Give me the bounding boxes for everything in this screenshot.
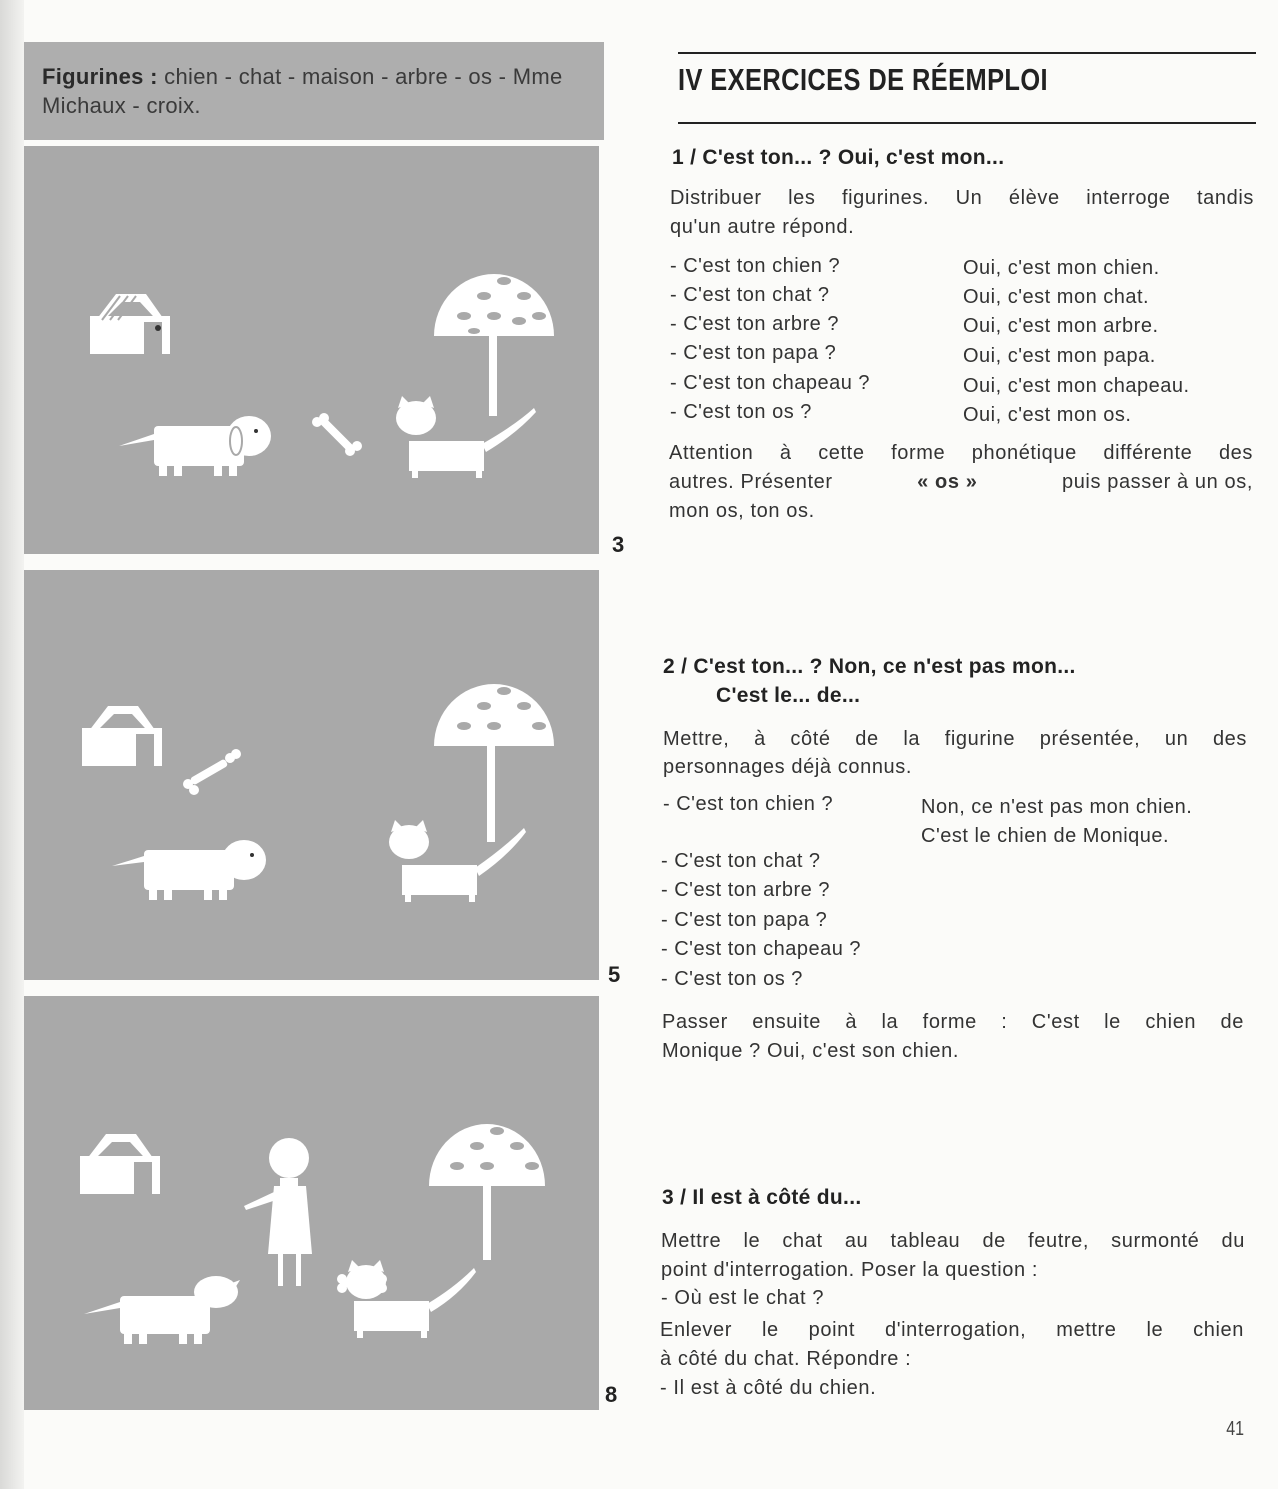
- figurines-items: chien - chat - maison - arbre - os - Mme Michaux - croix.: [42, 64, 563, 118]
- woman-icon: [244, 1138, 312, 1286]
- exercise-3-heading: 3 / Il est à côté du...: [662, 1186, 862, 1209]
- panel-number: 8: [605, 1382, 618, 1407]
- dog-icon: [84, 1276, 240, 1344]
- exercise-1-note-line-3: mon os, ton os.: [669, 500, 815, 522]
- page-number: 41: [1226, 1418, 1245, 1440]
- doghouse-icon: [80, 1134, 160, 1194]
- exercise-1-question: - C'est ton os ?: [670, 401, 812, 423]
- exercise-1-answer: Oui, c'est mon os.: [963, 404, 1132, 426]
- tree-icon: [429, 1124, 545, 1260]
- exercise-1-answer: Oui, c'est mon arbre.: [963, 315, 1159, 337]
- figurines-caption: [42, 62, 602, 120]
- exercise-2-answer: Non, ce n'est pas mon chien.: [921, 796, 1193, 818]
- panel-illustration: [24, 570, 599, 980]
- exercise-2-answer: C'est le chien de Monique.: [921, 825, 1170, 847]
- exercise-3-line-6: - Il est à côté du chien.: [660, 1377, 877, 1399]
- bone-icon: [312, 413, 362, 456]
- exercise-1-answer: Oui, c'est mon papa.: [963, 345, 1156, 367]
- exercise-3-line-3: - Où est le chat ?: [661, 1287, 825, 1309]
- exercise-2-heading-line-1: 2 / C'est ton... ? Non, ce n'est pas mon...: [663, 655, 1076, 678]
- cat-icon: [396, 396, 536, 478]
- dog-icon: [112, 840, 266, 900]
- title-bottom-rule: [678, 122, 1256, 124]
- panel-number: 5: [608, 962, 621, 987]
- exercise-1-question: - C'est ton chat ?: [670, 284, 830, 306]
- exercise-1-answer: Oui, c'est mon chat.: [963, 286, 1150, 308]
- section-title: IV EXERCICES DE RÉEMPLOI: [678, 62, 1049, 97]
- exercise-2-heading-line-2: C'est le... de...: [716, 684, 861, 707]
- note-text: autres. Présenter: [669, 471, 833, 493]
- illustration-panel-3: [24, 146, 599, 554]
- illustration-panel-8: [24, 996, 599, 1410]
- exercise-2-question: - C'est ton papa ?: [661, 909, 828, 931]
- panel-number: 3: [612, 532, 625, 557]
- tree-icon: [434, 274, 554, 416]
- exercise-3-line-2: point d'interrogation. Poser la question :: [661, 1259, 1039, 1281]
- bone-icon: [183, 749, 241, 795]
- cat-icon: [389, 820, 526, 902]
- exercise-2-question: - C'est ton chien ?: [663, 793, 834, 815]
- exercise-2-question: - C'est ton os ?: [661, 968, 803, 990]
- exercise-1-intro-line-2: qu'un autre répond.: [670, 216, 855, 238]
- exercise-2-note-line-1: Passer ensuite à la forme : C'est le chien de: [662, 1011, 1244, 1033]
- note-emphasis: « os »: [917, 471, 978, 493]
- exercise-1-intro-line-1: Distribuer les figurines. Un élève interroge tandis: [670, 187, 1254, 209]
- exercise-3-line-5: à côté du chat. Répondre :: [660, 1348, 912, 1370]
- exercise-1-note-line-2: [669, 468, 1253, 497]
- exercise-2-note-line-2: Monique ? Oui, c'est son chien.: [662, 1040, 960, 1062]
- doghouse-icon: [90, 294, 170, 354]
- panel-illustration: [24, 996, 599, 1410]
- exercise-1-answer: Oui, c'est mon chien.: [963, 257, 1160, 279]
- exercise-2-intro-line-2: personnages déjà connus.: [663, 756, 913, 778]
- exercise-2-question: - C'est ton chapeau ?: [661, 938, 861, 960]
- exercise-1-question: - C'est ton arbre ?: [670, 313, 839, 335]
- exercise-1-heading: 1 / C'est ton... ? Oui, c'est mon...: [672, 146, 1005, 169]
- exercise-1-question: - C'est ton chien ?: [670, 255, 841, 277]
- panel-illustration: [24, 146, 599, 554]
- exercise-1-answer: Oui, c'est mon chapeau.: [963, 375, 1190, 397]
- exercise-3-line-1: Mettre le chat au tableau de feutre, surmonté du: [661, 1230, 1245, 1252]
- exercise-2-question: - C'est ton chat ?: [661, 850, 821, 872]
- exercise-2-question: - C'est ton arbre ?: [661, 879, 830, 901]
- note-text: puis passer à un os,: [1061, 471, 1253, 493]
- exercise-1-note-line-1: Attention à cette forme phonétique différente des: [669, 442, 1253, 464]
- page-gutter-shadow: [0, 0, 24, 1489]
- dog-icon: [119, 416, 271, 476]
- doghouse-icon: [82, 706, 162, 766]
- figurines-label: Figurines :: [42, 64, 158, 89]
- exercise-3-line-4: Enlever le point d'interrogation, mettre le chien: [660, 1319, 1244, 1341]
- cat-icon: [346, 1260, 476, 1338]
- exercise-2-intro-line-1: Mettre, à côté de la figurine présentée, un des: [663, 728, 1247, 750]
- title-top-rule: [678, 52, 1256, 54]
- exercise-1-question: - C'est ton papa ?: [670, 342, 837, 364]
- tree-icon: [434, 684, 554, 842]
- illustration-panel-5: [24, 570, 599, 980]
- exercise-1-question: - C'est ton chapeau ?: [670, 372, 870, 394]
